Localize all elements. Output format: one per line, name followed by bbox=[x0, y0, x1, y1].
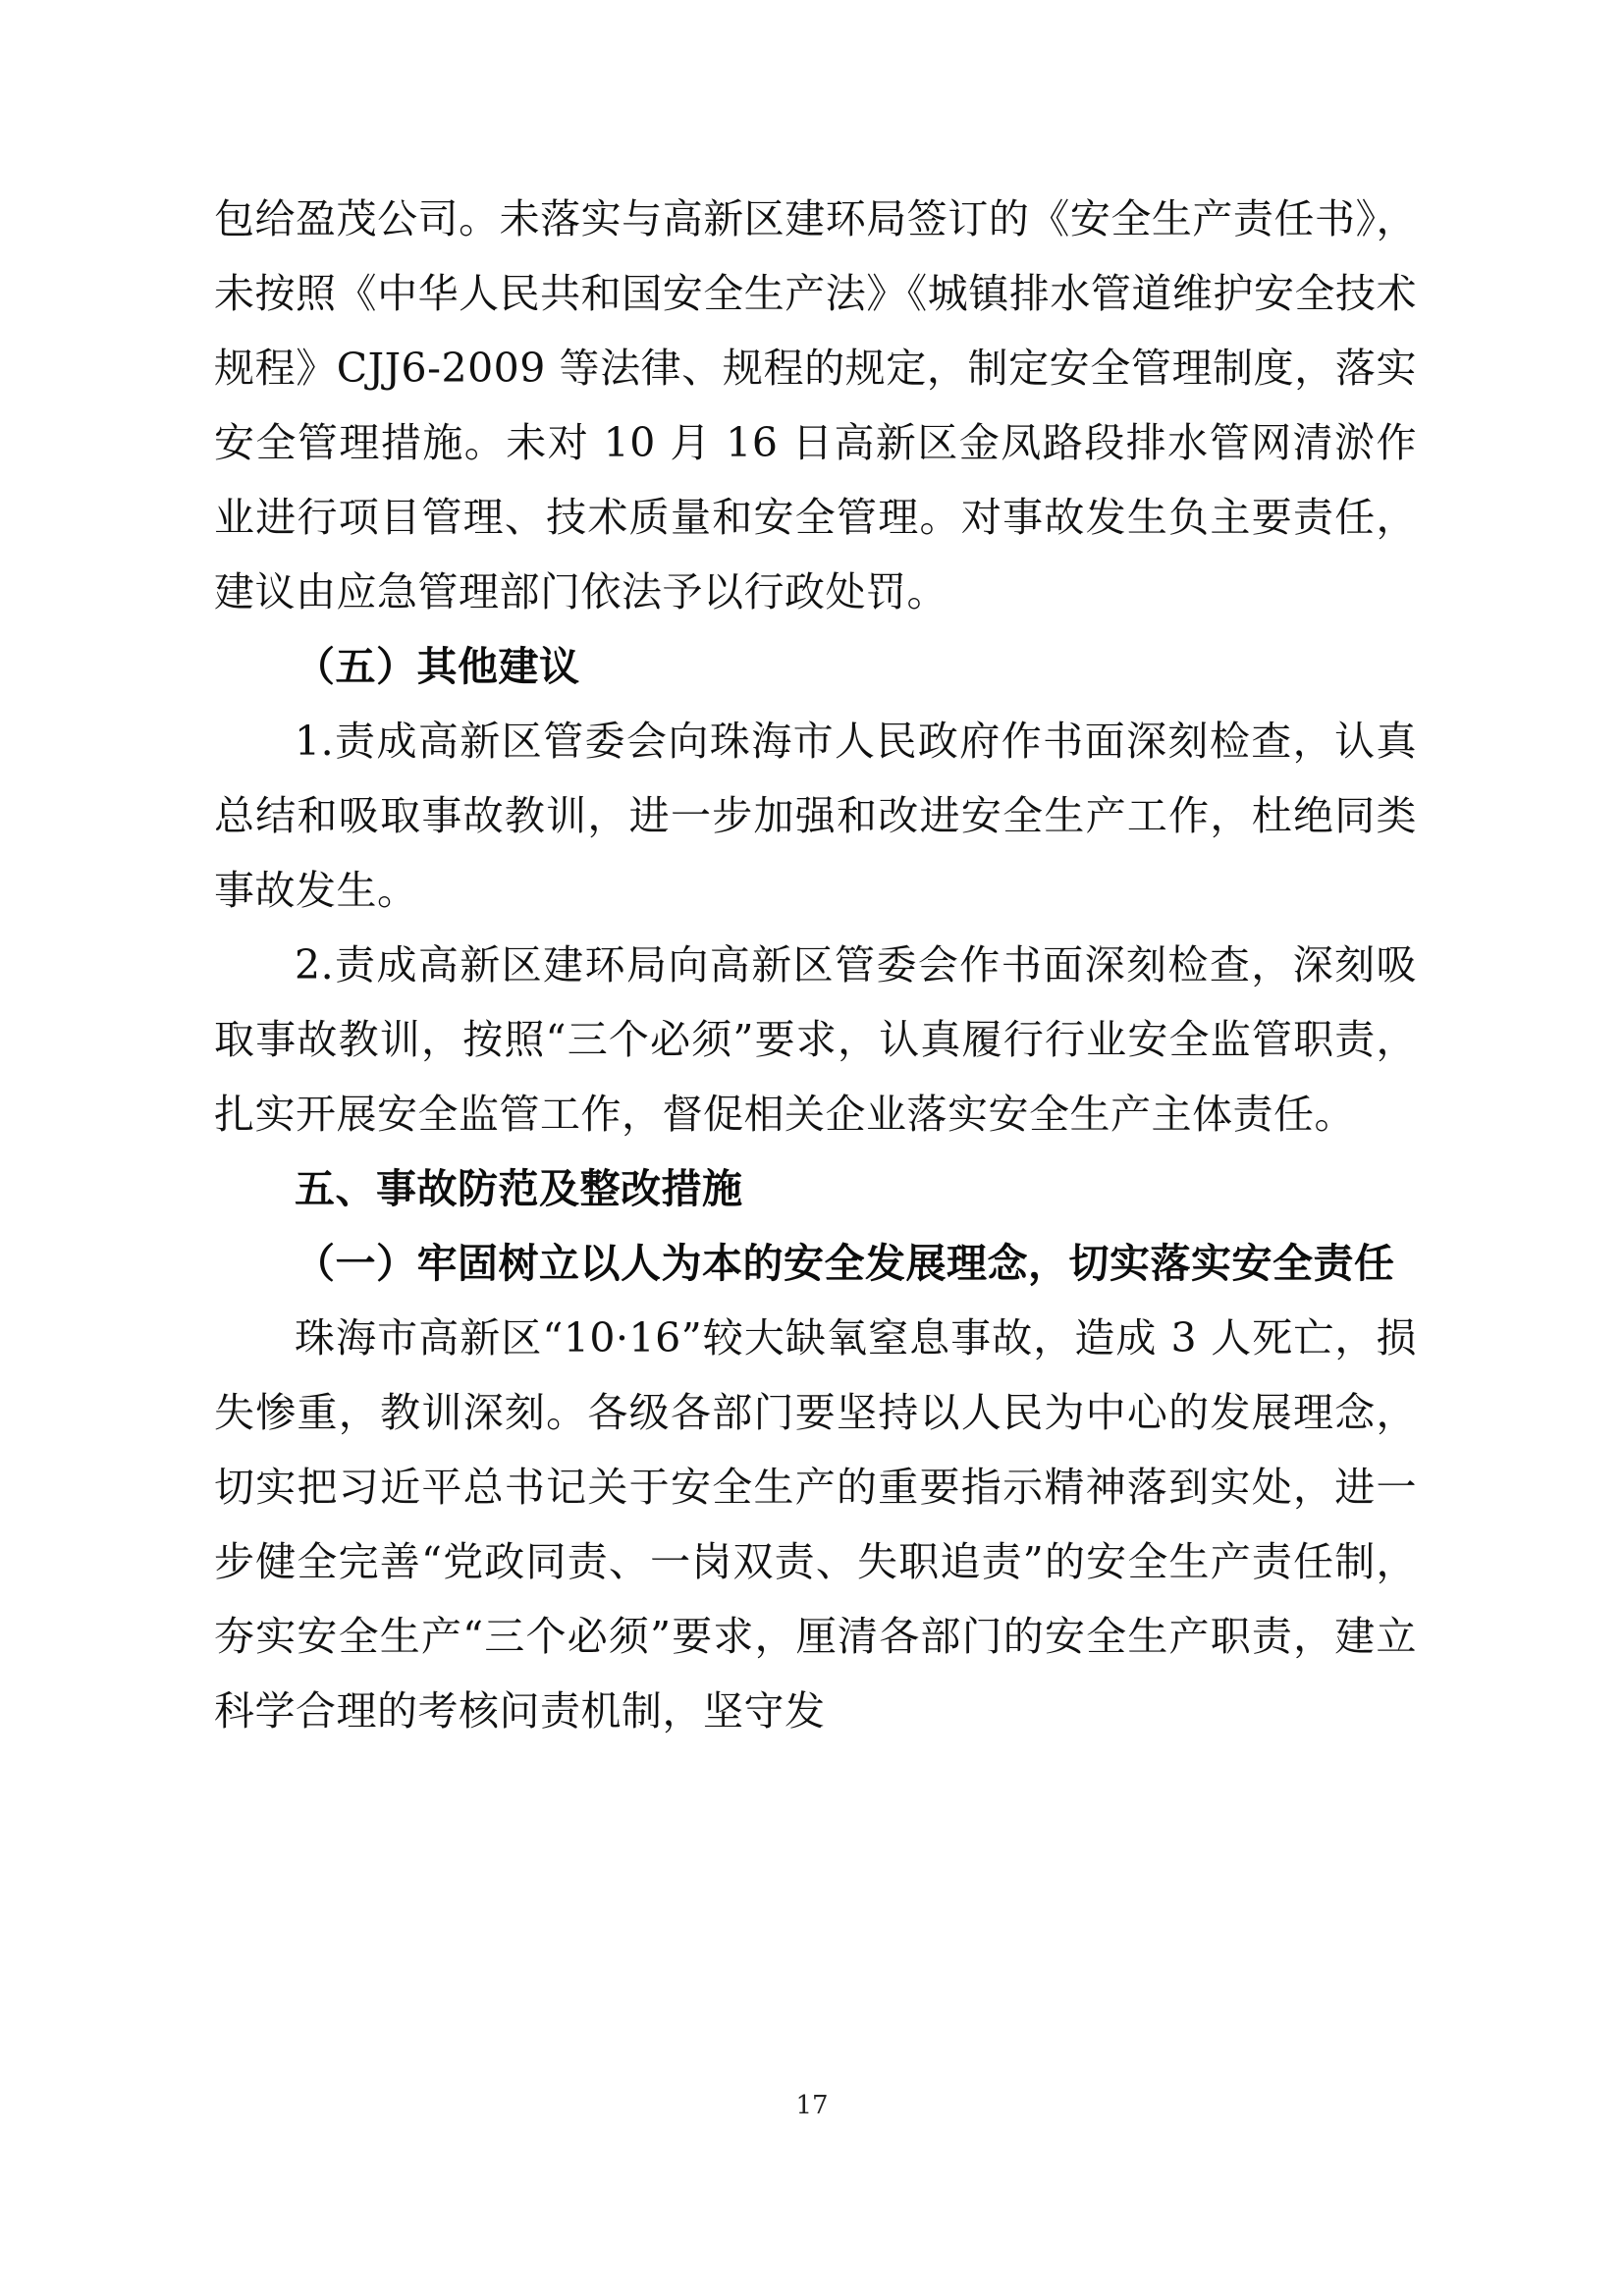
section-heading-five: 五、事故防范及整改措施 bbox=[295, 1165, 743, 1212]
page-body bbox=[214, 182, 1417, 1748]
subsection-heading-one: （一）牢固树立以人为本的安全发展理念，切实落实安全责任 bbox=[295, 1240, 1395, 1287]
section-heading-other-suggestions: （五）其他建议 bbox=[295, 643, 580, 690]
paragraph-accident-summary: 珠海市高新区“10·16”较大缺氧窒息事故，造成 3 人死亡，损失惨重，教训深刻。各级各部门要坚持以人民为中心的发展理念，切实把习近平总书记关于安全生产的重要指示精神落到实处，进一步健全完善“党政同责、一岗双责、失职追责”的安全生产责任制，夯实安全生产“三个必须”要求，厘清各部门的安全生产职责，建立科学合理的考核问责机制，坚守发 bbox=[214, 1314, 1417, 1735]
page-number: 17 bbox=[795, 2091, 829, 2120]
paragraph-item-2: 2.责成高新区建环局向高新区管委会作书面深刻检查，深刻吸取事故教训，按照“三个必须”要求，认真履行行业安全监管职责，扎实开展安全监管工作，督促相关企业落实安全生产主体责任。 bbox=[214, 941, 1417, 1138]
paragraph-item-1: 1.责成高新区管委会向珠海市人民政府作书面深刻检查，认真总结和吸取事故教训，进一步加强和改进安全生产工作，杜绝同类事故发生。 bbox=[214, 718, 1417, 914]
paragraph-continuation: 包给盈茂公司。未落实与高新区建环局签订的《安全生产责任书》，未按照《中华人民共和国安全生产法》《城镇排水管道维护安全技术规程》CJJ6-2009 等法律、规程的规定，制定安全管理制度，落实安全管理措施。未对 10 月 16 日高新区金凤路段排水管网清淤作业进行项目管理、技术质量和安全管理。对事故发生负主要责任，建议由应急管理部门依法予以行政处罚。 bbox=[214, 195, 1417, 615]
